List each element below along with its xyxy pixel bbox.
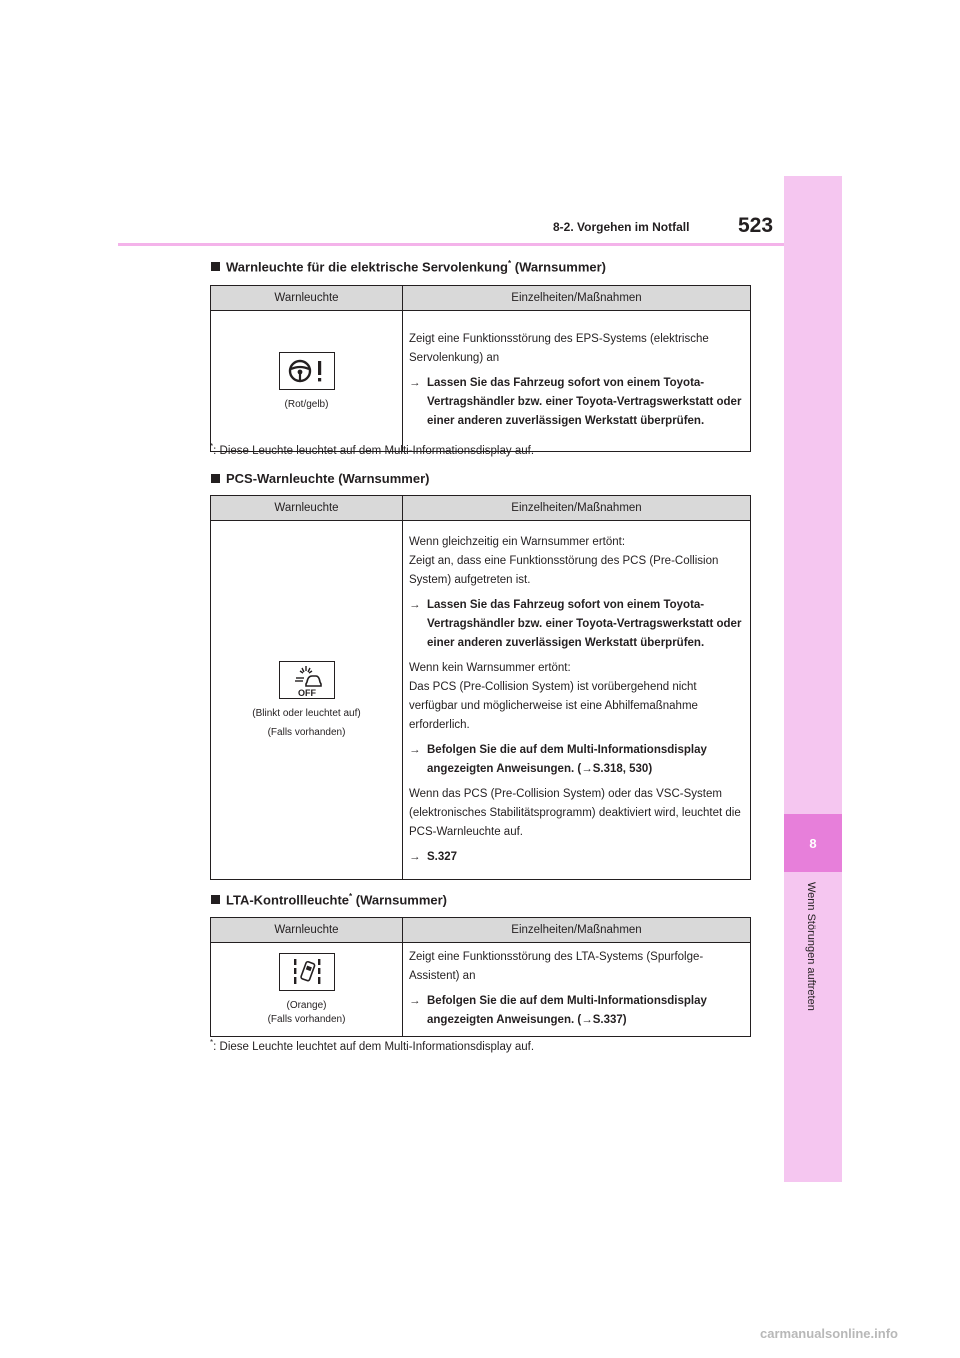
action-label: Lassen Sie das Fahrzeug sofort von einem Toyota-Vertragshändler bzw. einer Toyota-Vertragswerkstatt oder einer anderen zuverlässigen Werkstatt überprüfen. — [427, 377, 742, 427]
table-header-row — [211, 918, 751, 943]
col-details: Einzelheiten/Maßnahmen — [403, 286, 751, 311]
lane-assist-icon — [279, 953, 335, 991]
action-text — [409, 374, 745, 431]
table-row — [211, 521, 751, 880]
case3-desc: Wenn das PCS (Pre-Collision System) oder das VSC-System (elektronisches Stabilitätsprogramm) deaktiviert wird, leuchtet die PCS-Warnleuchte auf. — [409, 787, 741, 838]
chapter-title-vertical: Wenn Störungen auftreten — [805, 882, 817, 1011]
eps-warning-table — [210, 285, 751, 452]
case3-action — [409, 848, 745, 867]
icon-cell — [211, 521, 403, 880]
footnote-lta — [210, 1038, 534, 1053]
details-cell — [403, 943, 751, 1037]
case2-title: Wenn kein Warnsummer ertönt: — [409, 661, 571, 674]
heading-bullet — [211, 262, 220, 271]
heading-suffix: (Warnsummer) — [511, 259, 606, 275]
desc-line-1: Zeigt eine Funktionsstörung des EPS-Systems (elektrische — [409, 333, 709, 345]
table-header-row — [211, 496, 751, 521]
desc-line-2: Servolenkung) an — [409, 352, 500, 364]
icon-cell — [211, 943, 403, 1037]
icon-caption-availability: (Falls vorhanden) — [267, 1014, 346, 1025]
heading-suffix: (Warnsummer) — [352, 892, 448, 908]
table-row — [211, 311, 751, 452]
heading-lta-indicator — [211, 892, 447, 907]
icon-caption: (Orange) — [286, 1000, 327, 1011]
arrow-icon: → — [409, 743, 421, 756]
footnote-asterisk: * — [210, 1038, 214, 1047]
heading-bullet — [211, 474, 220, 483]
footnote-eps — [210, 442, 534, 457]
action-label: Befolgen Sie die auf dem Multi-Informationsdisplay angezeigten Anweisungen. (→S.318, 530) — [427, 743, 707, 775]
lta-indicator-table — [210, 917, 751, 1037]
pcs-warning-table — [210, 495, 751, 880]
footnote-text: : Diese Leuchte leuchtet auf dem Multi-Informationsdisplay auf. — [213, 1040, 535, 1053]
icon-cell — [211, 311, 403, 452]
chapter-number-tab[interactable]: 8 — [784, 814, 842, 872]
arrow-icon: → — [409, 995, 421, 1007]
case2-desc: Das PCS (Pre-Collision System) ist vorübergehend nicht verfügbar und möglicherweise ist eine Abhilfemaßnahme erforderlich. — [409, 680, 698, 731]
asterisk: * — [508, 259, 512, 268]
action-text — [409, 992, 745, 1030]
col-warnleuchte: Warnleuchte — [211, 496, 403, 521]
col-details: Einzelheiten/Maßnahmen — [403, 496, 751, 521]
heading-text: LTA-Kontrollleuchte — [226, 892, 350, 908]
details-cell — [403, 521, 751, 880]
table-header-row — [211, 286, 751, 311]
details-cell — [403, 311, 751, 452]
desc-text: Zeigt eine Funktionsstörung des LTA-Systems (Spurfolge-Assistent) an — [409, 951, 704, 982]
heading-text: Warnleuchte für die elektrische Servolenkung — [226, 259, 508, 275]
footnote-asterisk: * — [210, 442, 214, 451]
arrow-icon: → — [409, 598, 421, 611]
col-warnleuchte: Warnleuchte — [211, 918, 403, 943]
arrow-icon: → — [409, 850, 421, 863]
col-warnleuchte: Warnleuchte — [211, 286, 403, 311]
heading-pcs-warning — [211, 471, 429, 486]
section-label: 8-2. Vorgehen im Notfall — [553, 220, 690, 234]
footnote-text: : Diese Leuchte leuchtet auf dem Multi-Informationsdisplay auf. — [213, 444, 535, 457]
col-details: Einzelheiten/Maßnahmen — [403, 918, 751, 943]
steering-warning-icon — [279, 352, 335, 390]
heading-eps-warning — [211, 259, 606, 274]
case1-action — [409, 596, 745, 653]
heading-bullet — [211, 895, 220, 904]
pcs-off-icon — [279, 661, 335, 699]
table-row — [211, 943, 751, 1037]
arrow-icon: → — [409, 377, 421, 389]
page-number: 523 — [738, 214, 774, 237]
icon-caption: (Blinkt oder leuchtet auf) — [252, 708, 361, 719]
case1-title: Wenn gleichzeitig ein Warnsummer ertönt: — [409, 535, 626, 548]
action-label: Befolgen Sie die auf dem Multi-Informationsdisplay angezeigten Anweisungen. (→S.337) — [427, 995, 707, 1026]
icon-off-text: OFF — [297, 688, 316, 698]
icon-caption-availability: (Falls vorhanden) — [267, 727, 346, 738]
watermark: carmanualsonline.info — [760, 1326, 898, 1341]
asterisk: * — [349, 892, 353, 901]
heading-text: PCS-Warnleuchte (Warnsummer) — [226, 471, 430, 486]
action-label: S.327 — [427, 850, 458, 863]
case2-action — [409, 741, 745, 779]
case1-desc: Zeigt an, dass eine Funktionsstörung des PCS (Pre-Collision System) aufgetreten ist. — [409, 554, 719, 586]
header-rule — [118, 243, 784, 246]
icon-caption: (Rot/gelb) — [284, 398, 329, 410]
action-label: Lassen Sie das Fahrzeug sofort von einem Toyota-Vertragshändler bzw. einer Toyota-Vertragswerkstatt oder einer anderen zuverlässigen Werkstatt überprüfen. — [427, 598, 742, 649]
